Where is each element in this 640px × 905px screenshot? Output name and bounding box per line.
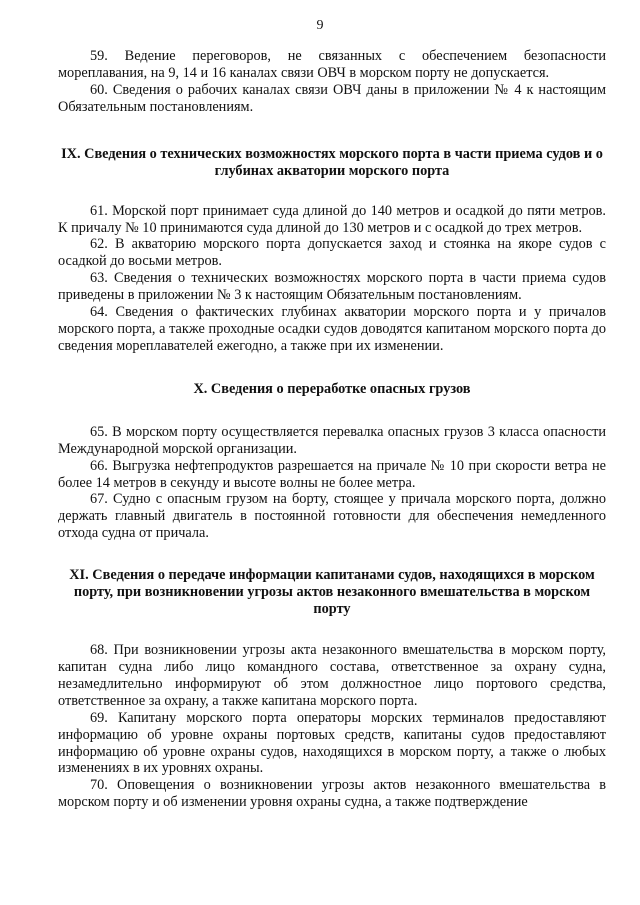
- paragraph-68: 68. При возникновении угрозы акта незаконного вмешательства в морском порту, капитан судна либо лицо командного состава, ответственное за охрану судна, незамедлительно информируют об этом должностное лицо портового средства, ответственное за охрану, а также капитана морского порта.: [58, 642, 606, 709]
- paragraph-62: 62. В акваторию морского порта допускается заход и стоянка на якоре судов с осадкой до восьми метров.: [58, 236, 606, 270]
- paragraph-60: 60. Сведения о рабочих каналах связи ОВЧ даны в приложении № 4 к настоящим Обязательным постановлениям.: [58, 81, 606, 115]
- paragraph-61: 61. Морской порт принимает суда длиной до 140 метров и осадкой до пяти метров. К причалу № 10 принимаются суда длиной до 130 метров и с осадкой до трех метров.: [58, 202, 606, 236]
- paragraph-67: 67. Судно с опасным грузом на борту, стоящее у причала морского порта, должно держать главный двигатель в постоянной готовности для обеспечения немедленного отхода судна от причала.: [58, 491, 606, 542]
- paragraph-66: 66. Выгрузка нефтепродуктов разрешается на причале № 10 при скорости ветра не более 14 метров в секунду и высоте волны не более метра.: [58, 457, 606, 491]
- paragraph-69: 69. Капитану морского порта операторы морских терминалов предоставляют информацию об уровне охраны портовых средств, капитаны судов предоставляют информацию об уровне охраны судов, находящихся в морском порту, а также о любых изменениях в их уровнях охраны.: [58, 709, 606, 777]
- paragraph-64: 64. Сведения о фактических глубинах акватории морского порта и у причалов морского порта, а также проходные осадки судов доводятся капитаном морского порта до сведения мореплавателей ежегодно, а также при их изменении.: [58, 304, 606, 354]
- paragraph-70: 70. Оповещения о возникновении угрозы актов незаконного вмешательства в морском порту и об изменении уровня охраны судна, а также подтверждение: [58, 777, 606, 811]
- paragraph-59: 59. Ведение переговоров, не связанных с обеспечением безопасности мореплавания, на 9, 14 и 16 каналах связи ОВЧ в морском порту не допускается.: [58, 48, 606, 81]
- page-content: [58, 48, 606, 811]
- section-heading-ix: IX. Сведения о технических возможностях морского порта в части приема судов и о глубинах акватории морского порта: [61, 145, 603, 179]
- section-heading-xi: XI. Сведения о передаче информации капитанами судов, находящихся в морском порту, при возникновении угрозы актов незаконного вмешательства в морском порту: [69, 567, 595, 618]
- paragraph-65: 65. В морском порту осуществляется перевалка опасных грузов 3 класса опасности Международной морской организации.: [58, 423, 606, 457]
- section-heading-x: X. Сведения о переработке опасных грузов: [193, 380, 471, 397]
- paragraph-63: 63. Сведения о технических возможностях морского порта в части приема судов приведены в приложении № 3 к настоящим Обязательным постановлениям.: [58, 270, 606, 304]
- page-number: 9: [316, 18, 324, 33]
